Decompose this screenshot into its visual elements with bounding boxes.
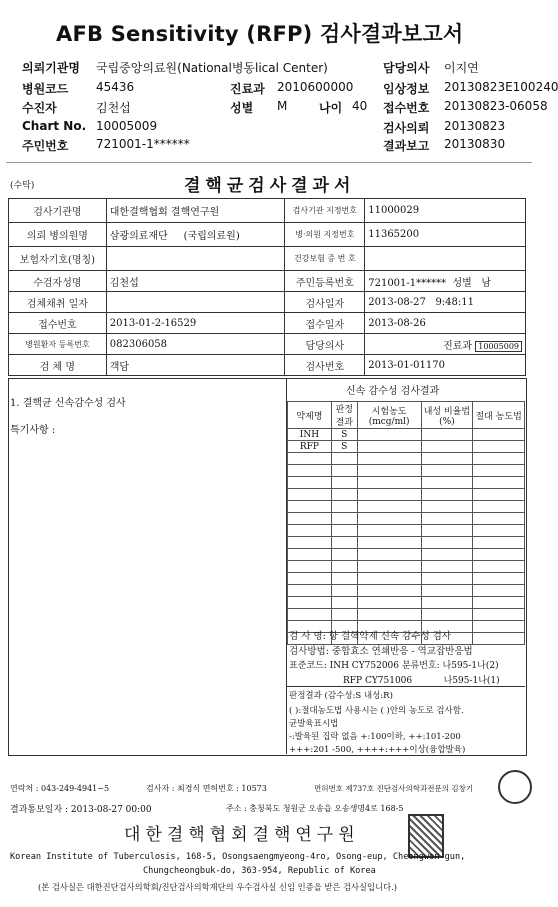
label-receipt: 접수번호 <box>9 313 107 334</box>
legend-5: +++:201 -500, ++++:+++이상(융합발육) <box>289 745 466 755</box>
report-date: 20130830 <box>444 137 506 151</box>
health-no <box>365 247 526 271</box>
label-form-patient: 수검자성명 <box>9 271 107 292</box>
label-request-date: 검사의뢰 <box>383 121 430 135</box>
report-title: AFB Sensitivity (RFP) 검사결과보고서 <box>56 22 464 46</box>
age: 40 <box>352 99 368 113</box>
footer-address: 주소 : 충청북도 청원군 오송읍 오송생명4로 168-5 <box>226 804 404 813</box>
label-reg-no: 병원환자 등록번호 <box>9 334 107 355</box>
requesting-institution: 국립중앙의료원(National병동lical Center) <box>96 61 328 75</box>
legend-2: ( ):절대농도법 사용시는 ( )안의 농도로 검사함. <box>289 706 464 716</box>
rrn-sex-cell <box>365 271 526 292</box>
receipt-date: 2013-08-26 <box>365 313 526 334</box>
institute-address-en1: Korean Institute of Tuberculosis, 168-5, Osongsaengmyeong-4ro, Osong-eup, Cheongwon-gun, <box>10 852 466 862</box>
hospital-code: 45436 <box>96 80 135 94</box>
form-receipt: 2013-01-2-16529 <box>106 313 285 334</box>
collect <box>106 292 285 313</box>
footer-examiner: 검사자 : 최경식 면허번호 : 10573 <box>146 784 267 793</box>
form-tag: (수탁) <box>10 181 35 191</box>
chart-no: 10005009 <box>96 119 158 133</box>
method-code1: 표준코드: INH CY752006 분류번호: 나595-1나(2) <box>289 661 499 671</box>
approval-stamp <box>498 770 532 804</box>
row-drug: RFP <box>288 441 332 453</box>
test-date-cell <box>365 292 526 313</box>
label-patient: 수진자 <box>22 101 57 115</box>
legend-1: 판정결과 (감수성:S 내성:R) <box>289 691 393 701</box>
legend-3: 균발육표시법 <box>289 719 339 729</box>
footer-license: 면허번호 제737호 진단검사의학과전문의 김창기 <box>314 784 474 793</box>
inst-code: 11000029 <box>365 199 526 223</box>
label-clinical-info: 임상정보 <box>383 82 430 96</box>
hosp-code: 11365200 <box>365 223 526 247</box>
row-result: S <box>331 429 357 441</box>
insur <box>106 247 285 271</box>
label-report-date: 결과보고 <box>383 139 430 153</box>
left-note: 특기사항 : <box>10 425 56 436</box>
label-doctor: 담당의사 <box>383 61 430 75</box>
label-specimen: 검 체 명 <box>9 355 107 376</box>
row-drug: INH <box>288 429 332 441</box>
label-form-sex: 성별 <box>452 277 472 289</box>
label-rrn: 주민등록번호 <box>285 271 365 292</box>
test-no: 2013-01-01170 <box>365 355 526 376</box>
inst: 대한결핵협회 결핵연구원 <box>106 199 285 223</box>
label-collect: 검체채취 일자 <box>9 292 107 313</box>
footer-contact: 연락처 : 043-249-4941~5 <box>10 784 110 793</box>
col-ratio: 내성 비율법(%) <box>421 402 473 429</box>
label-test-date: 검사일자 <box>285 292 365 313</box>
method-code2: RFP CY751006 나595-1나(1) <box>343 676 500 686</box>
label-form-doctor: 담당의사 <box>285 334 365 355</box>
results-table <box>287 401 525 645</box>
col-drug: 약제명 <box>288 402 332 429</box>
left-item: 1. 결핵균 신속감수성 검사 <box>10 398 126 409</box>
results-title: 신속 감수성 검사결과 <box>346 386 440 397</box>
form-title: 결핵균검사결과서 <box>184 176 356 196</box>
req-hosp-note: (국립의료원) <box>183 231 240 242</box>
doctor: 이지연 <box>444 61 479 75</box>
col-absolute: 절대 농도법 <box>473 402 525 429</box>
method-name: 검 사 명: 항 결핵약제 신속 감수성 검사 <box>289 631 451 642</box>
form-sex: 남 <box>481 277 492 289</box>
receipt-no: 20130823-06058 <box>444 99 548 113</box>
reg-no: 082306058 <box>106 334 285 355</box>
form-info-table <box>8 198 526 376</box>
form-dept: 10005009 <box>475 341 522 352</box>
method-desc: 검사방법: 중합효소 연쇄반응 - 역교잡반응법 <box>289 646 473 657</box>
sex: M <box>277 99 288 113</box>
patient-name: 김천섭 <box>96 101 131 115</box>
label-hospital-code: 병원코드 <box>22 82 69 96</box>
label-resident-no: 주민번호 <box>22 139 69 153</box>
label-req-hosp: 의뢰 병의원명 <box>9 223 107 247</box>
label-form-dept: 진료과 <box>443 340 473 352</box>
label-age: 나이 <box>319 101 343 115</box>
method-divider <box>286 686 525 687</box>
form-patient: 김천섭 <box>106 271 285 292</box>
label-health-no: 건강보험 증 번 호 <box>285 247 365 271</box>
label-inst: 검사기관명 <box>9 199 107 223</box>
req-hosp: 삼광의료재단 <box>109 231 168 242</box>
certification-note: (본 검사실은 대한진단검사의학회/진단검사의학재단의 우수검사실 신임 인증을 받은 검사실입니다.) <box>38 882 397 892</box>
specimen: 객담 <box>106 355 285 376</box>
label-insur: 보험자기호(명칭) <box>9 247 107 271</box>
dept-cell <box>365 334 526 355</box>
label-hosp-code: 병·의원 지정번호 <box>285 223 365 247</box>
institute-address-en2: Chungcheongbuk-do, 363-954, Republic of Korea <box>143 866 376 876</box>
test-date: 2013-08-27 <box>368 296 426 308</box>
request-date: 20130823 <box>444 119 506 133</box>
footer-report-date: 결과통보일자 : 2013-08-27 00:00 <box>10 805 152 815</box>
resident-no: 721001-1****** <box>96 137 190 151</box>
clinical-info: 20130823E100240 <box>444 80 558 94</box>
test-time: 9:48:11 <box>435 296 474 308</box>
label-test-no: 검사번호 <box>285 355 365 376</box>
label-inst-code: 검사기관 지정번호 <box>285 199 365 223</box>
row-result: S <box>331 441 357 453</box>
col-result: 판정결과 <box>331 402 357 429</box>
department: 2010600000 <box>277 80 354 94</box>
col-conc: 시험농도 (mcg/ml) <box>357 402 421 429</box>
label-chart-no: Chart No. <box>22 119 87 133</box>
form-rrn: 721001-1****** <box>368 277 447 289</box>
legend-4: -:발육된 집락 없음 +:100이하, ++:101-200 <box>289 732 461 742</box>
req-hosp-cell <box>106 223 285 247</box>
label-sex: 성별 <box>230 101 254 115</box>
label-receipt-date: 접수일자 <box>285 313 365 334</box>
label-department: 진료과 <box>230 82 265 96</box>
label-receipt-no: 접수번호 <box>383 101 430 115</box>
label-requesting-institution: 의뢰기관명 <box>22 61 80 75</box>
institute-name-kr: 대한결핵협회결핵연구원 <box>124 825 360 845</box>
